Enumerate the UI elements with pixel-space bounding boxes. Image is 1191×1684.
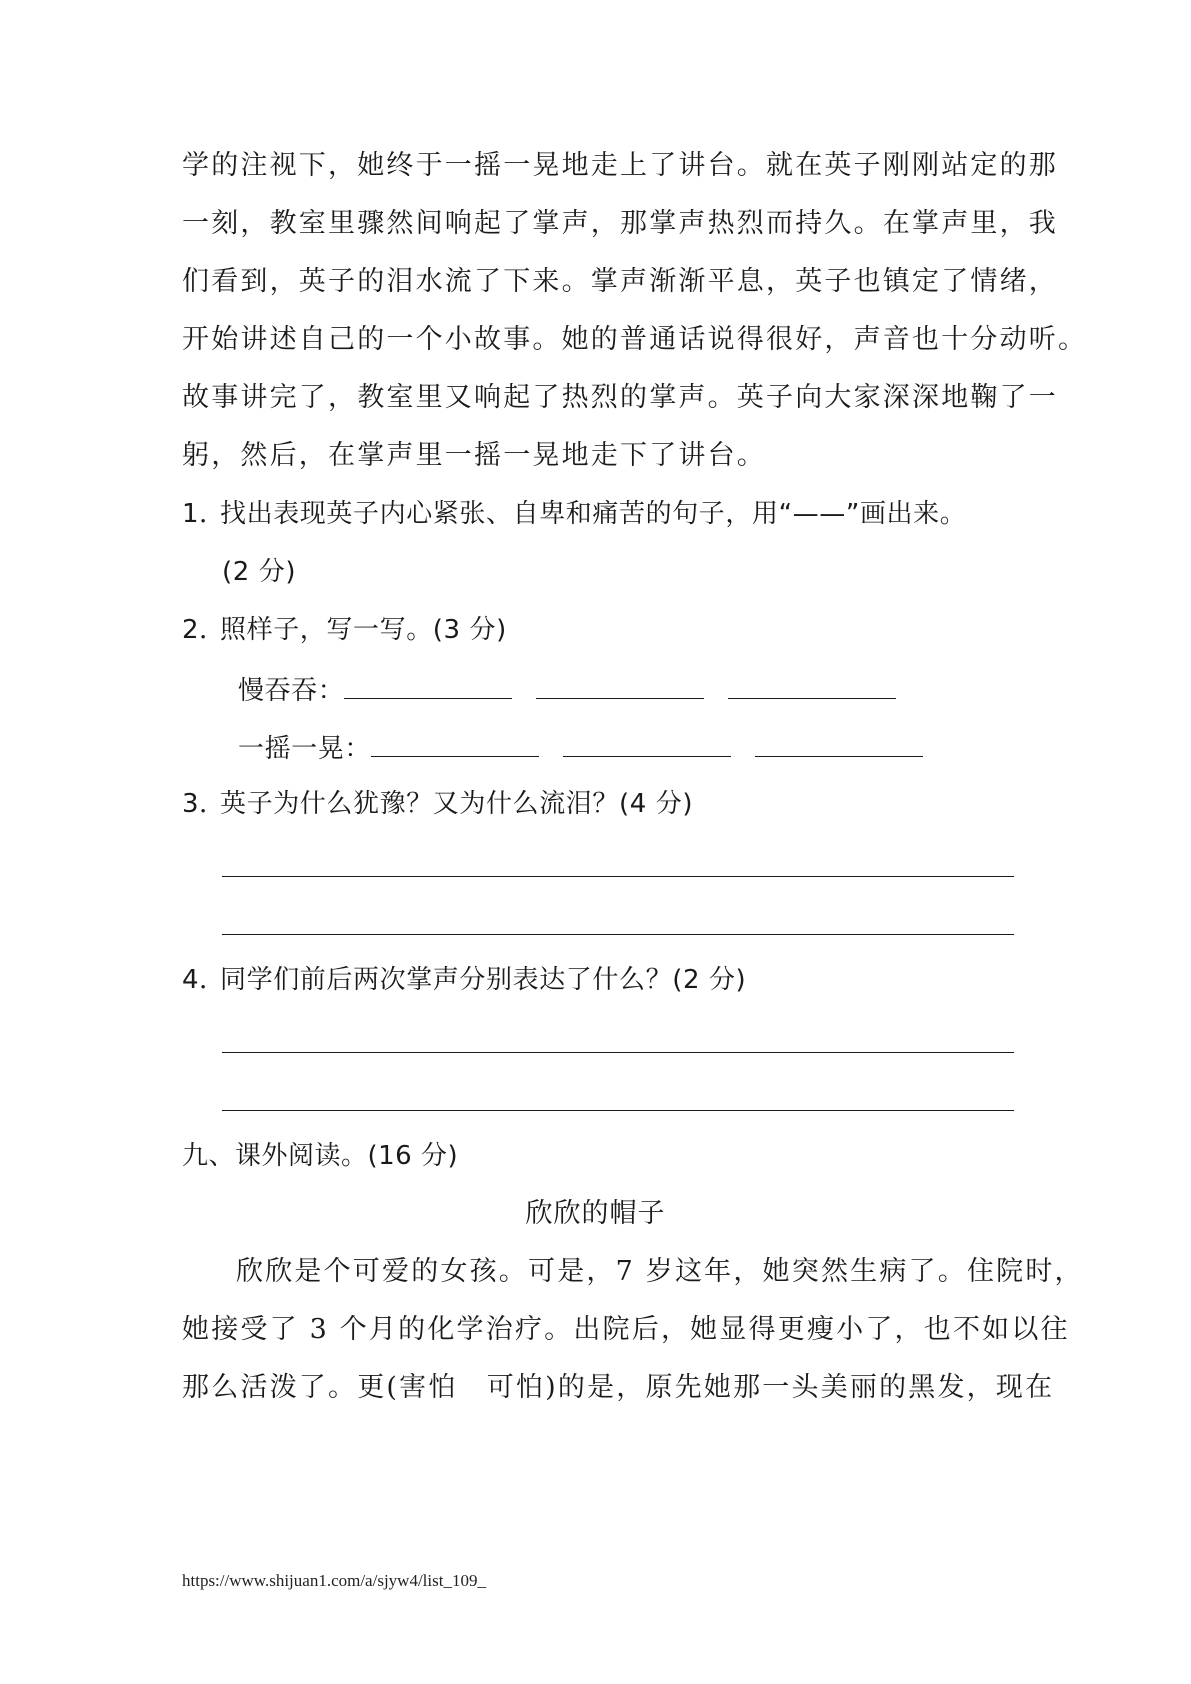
passage-line-6: 躬，然后，在掌声里一摇一晃地走下了讲台。 xyxy=(182,440,766,471)
blank-1-1[interactable] xyxy=(344,670,512,699)
question-1 xyxy=(182,496,1017,532)
blank-2-3[interactable] xyxy=(755,728,923,757)
article-line-1: 欣欣是个可爱的女孩。可是，7 岁这年，她突然生病了。住院时， xyxy=(236,1256,1084,1287)
question-4-number: 4． xyxy=(182,965,226,995)
blank-2-2[interactable] xyxy=(563,728,731,757)
passage-line-3: 们看到，英子的泪水流了下来。掌声渐渐平息，英子也镇定了情绪， xyxy=(182,266,1058,297)
question-2-number: 2． xyxy=(182,615,226,645)
passage-line-5: 故事讲完了，教室里又响起了热烈的掌声。英子向大家深深地鞠了一 xyxy=(182,382,1058,413)
passage-line-1: 学的注视下，她终于一摇一晃地走上了讲台。就在英子刚刚站定的那 xyxy=(182,150,1058,181)
example-word-2: 一摇一晃： xyxy=(238,734,372,764)
blank-1-3[interactable] xyxy=(728,670,896,699)
answer-line-4a[interactable] xyxy=(222,1052,1014,1053)
answer-line-3a[interactable] xyxy=(222,876,1014,877)
question-2 xyxy=(182,612,1017,648)
section-9-heading: 九、课外阅读。(16 分) xyxy=(182,1141,459,1171)
question-3-text: 英子为什么犹豫？又为什么流泪？(4 分) xyxy=(220,789,694,819)
blank-2-1[interactable] xyxy=(371,728,539,757)
question-3 xyxy=(182,786,1017,822)
article-line-2: 她接受了 3 个月的化学治疗。出院后，她显得更瘦小了，也不如以往 xyxy=(182,1314,1070,1345)
article-line-3: 那么活泼了。更(害怕 可怕)的是，原先她那一头美丽的黑发，现在 xyxy=(182,1372,1055,1403)
example-word-1: 慢吞吞： xyxy=(238,676,345,706)
question-4 xyxy=(182,962,1017,998)
article-title: 欣欣的帽子 xyxy=(525,1198,666,1229)
footer-url[interactable]: https://www.shijuan1.com/a/sjyw4/list_109_ xyxy=(182,1571,486,1590)
question-1-number: 1． xyxy=(182,499,226,529)
passage-line-4: 开始讲述自己的一个小故事。她的普通话说得很好，声音也十分动听。 xyxy=(182,324,1088,355)
question-3-number: 3． xyxy=(182,789,226,819)
question-2-row-2 xyxy=(238,728,1073,767)
question-4-text: 同学们前后两次掌声分别表达了什么？(2 分) xyxy=(220,965,747,995)
question-2-row-1 xyxy=(238,670,1073,709)
question-1-text: 找出表现英子内心紧张、自卑和痛苦的句子，用“——”画出来。 xyxy=(220,499,967,529)
answer-line-4b[interactable] xyxy=(222,1110,1014,1111)
blank-1-2[interactable] xyxy=(536,670,704,699)
passage-line-2: 一刻，教室里骤然间响起了掌声，那掌声热烈而持久。在掌声里，我 xyxy=(182,208,1058,239)
question-1-score: (2 分) xyxy=(222,557,297,587)
answer-line-3b[interactable] xyxy=(222,934,1014,935)
question-2-text: 照样子，写一写。(3 分) xyxy=(220,615,507,645)
